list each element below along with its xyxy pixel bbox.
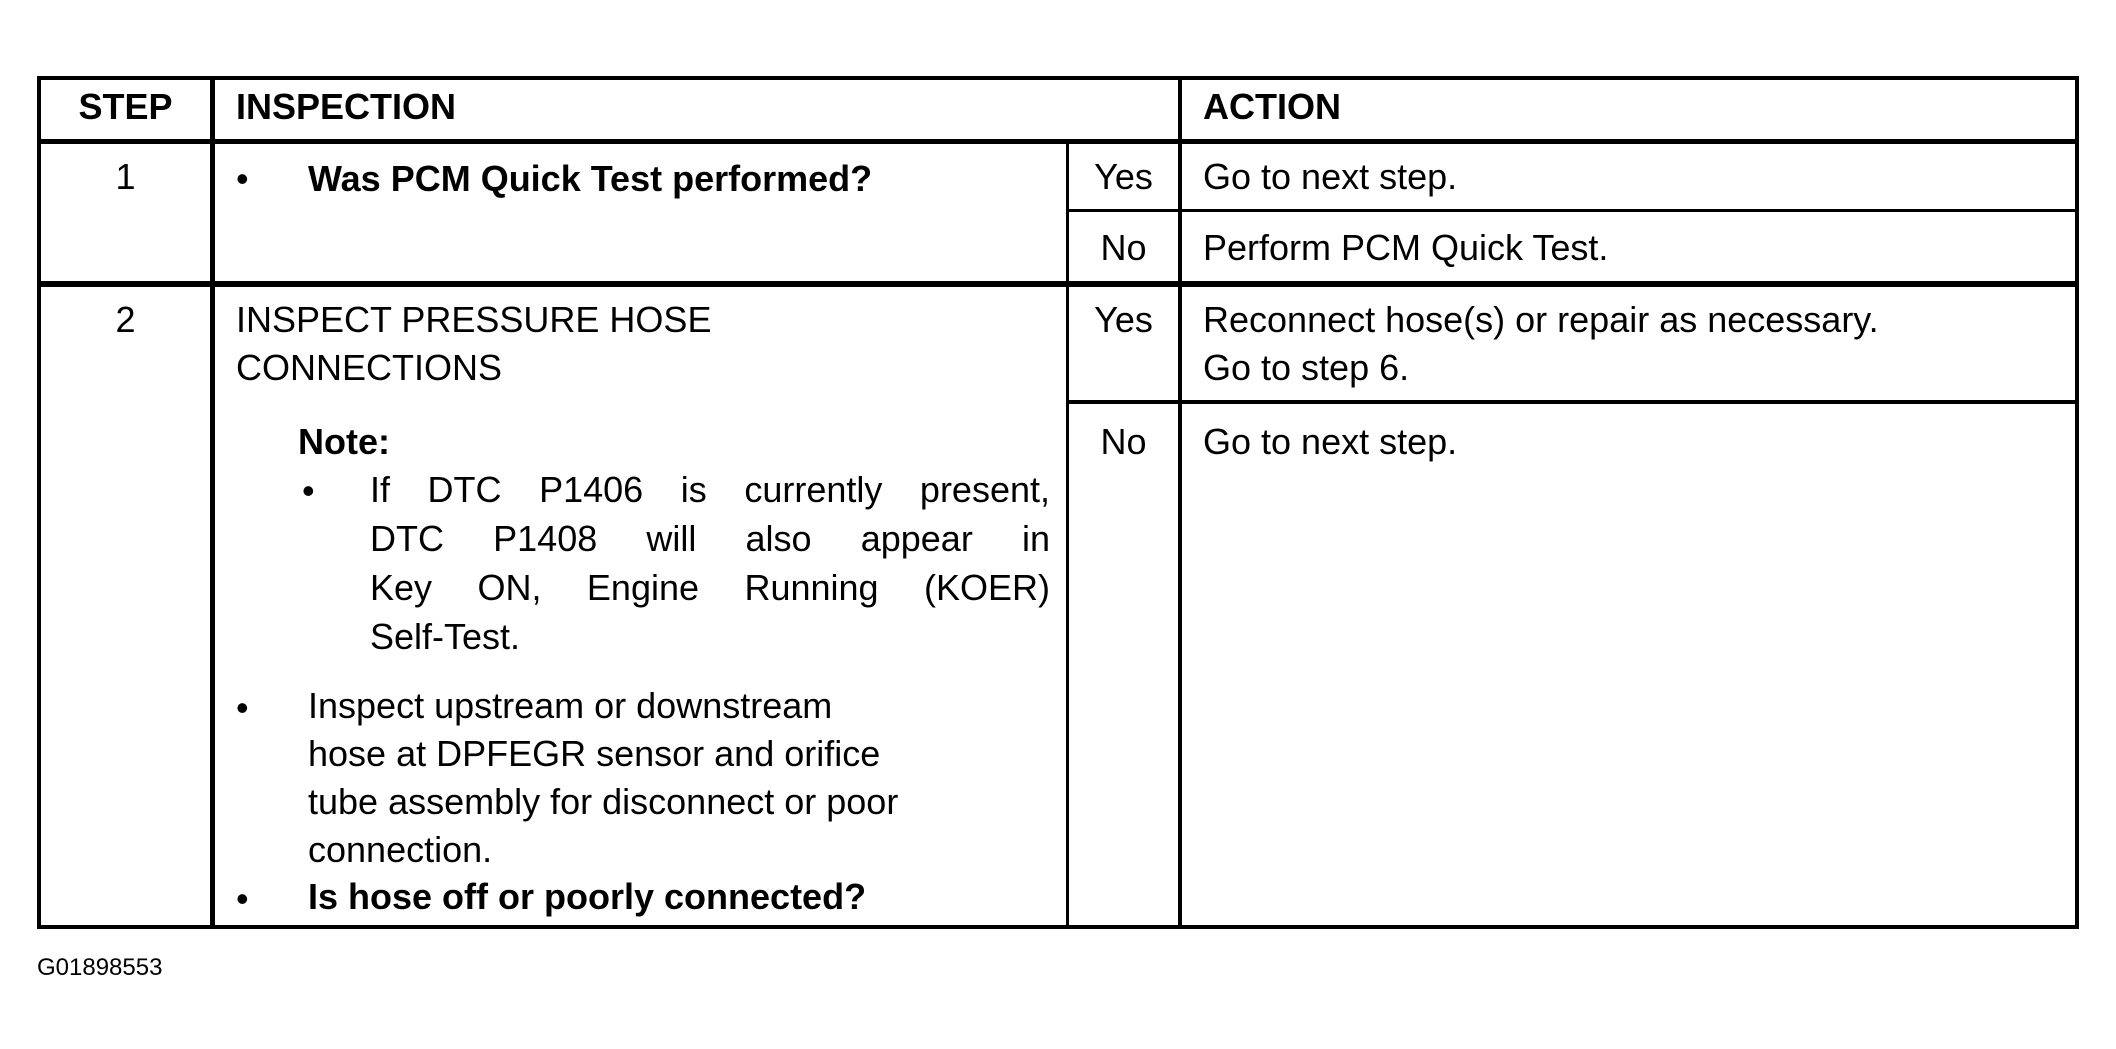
inspection-question: Is hose off or poorly connected? [308,876,867,917]
row2-answer-divider [1068,400,2079,404]
table-border-top [37,76,2079,80]
header-action: ACTION [1203,86,1341,127]
row-divider [37,281,2079,287]
note-line: Key ON, Engine Running (KOER) [370,567,1050,608]
bullet: • [236,687,249,728]
note-line: Self-Test. [370,616,521,657]
action-text: Go to next step. [1203,156,1458,197]
step-number: 1 [115,156,136,197]
action-text: Perform PCM Quick Test. [1203,227,1609,268]
inspection-title-line: INSPECT PRESSURE HOSE [236,299,712,340]
bullet: • [236,878,249,919]
note-line: DTC P1408 will also appear in [370,518,1050,559]
answer-yes: Yes [1094,299,1153,340]
note-label: Note: [298,421,390,462]
instruction-line: tube assembly for disconnect or poor [308,781,899,822]
table-border-left [37,76,41,929]
instruction-line: Inspect upstream or downstream [308,685,833,726]
row1-answer-divider [1068,209,2079,212]
answer-yes: Yes [1094,156,1153,197]
header-step: STEP [78,86,173,127]
bullet: • [302,470,315,511]
bullet: • [236,158,249,199]
step-number: 2 [115,299,136,340]
step-column-divider [210,76,215,929]
instruction-line: hose at DPFEGR sensor and orifice [308,733,881,774]
table-border-bottom [37,925,2079,929]
note-line: If DTC P1406 is currently present, [370,469,1050,510]
instruction-line: connection. [308,829,493,870]
action-text: Reconnect hose(s) or repair as necessary. [1203,299,1879,340]
header-divider [37,139,2079,144]
figure-id: G01898553 [37,954,163,981]
table-border-right [2075,76,2079,929]
inspection-title-line: CONNECTIONS [236,347,503,388]
action-text: Go to step 6. [1203,347,1410,388]
header-inspection: INSPECTION [236,86,457,127]
answer-no: No [1100,227,1147,268]
answer-no: No [1100,421,1147,462]
inspection-question: Was PCM Quick Test performed? [308,158,873,199]
action-column-divider [1178,76,1182,929]
action-text: Go to next step. [1203,421,1458,462]
